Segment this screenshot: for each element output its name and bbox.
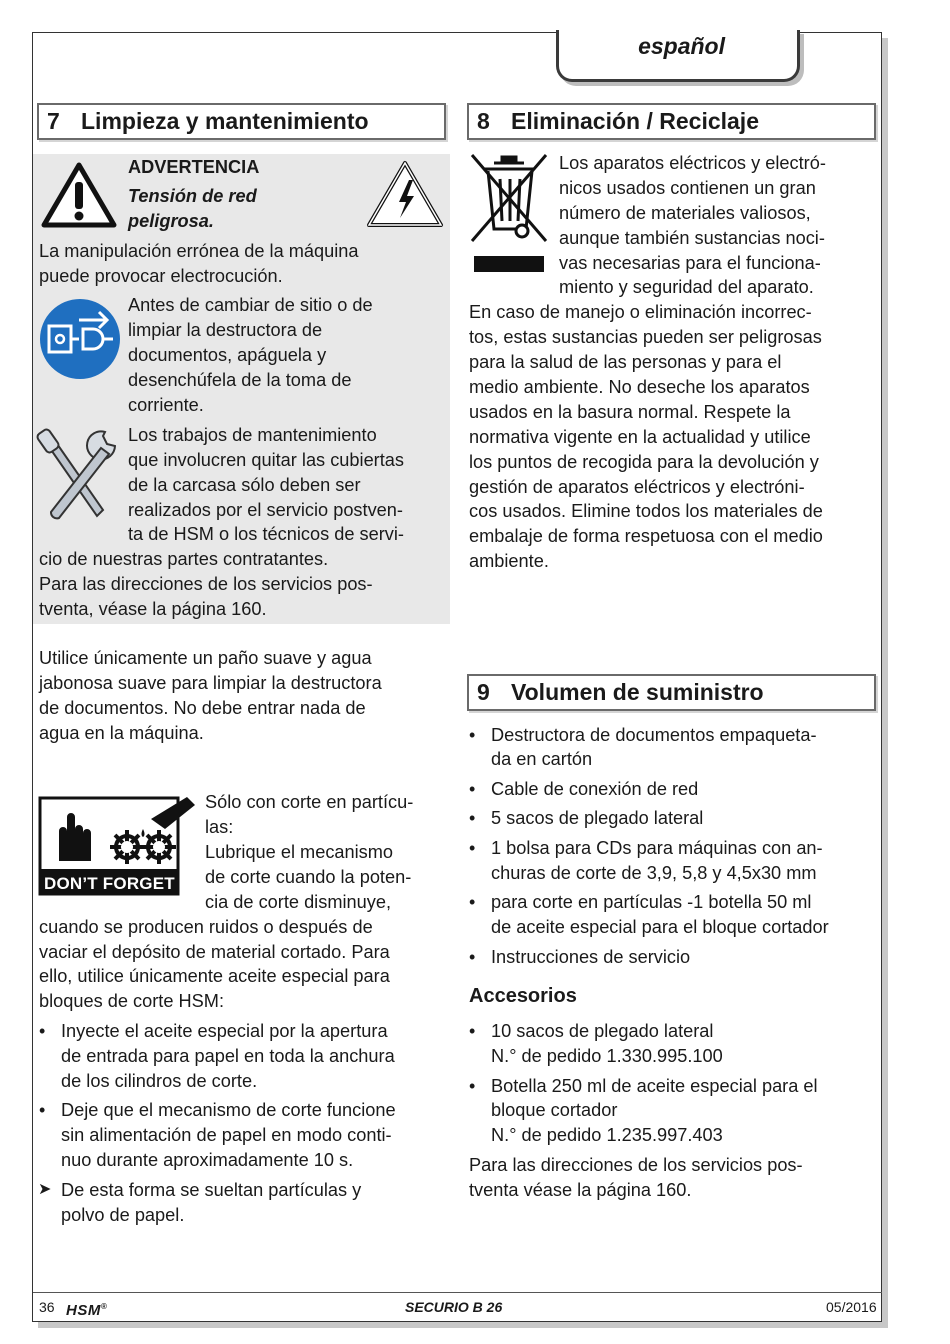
- oil-text-line: ello, utilice únicamente aceite especial para: [39, 966, 390, 986]
- warning-subtitle-2: peligrosa.: [128, 211, 214, 231]
- supply-bullet: •: [469, 779, 476, 799]
- section-8-number: 8: [477, 108, 490, 134]
- warning-label: ADVERTENCIA: [128, 157, 260, 177]
- oil-text-line: cuando se producen ruidos o después de: [39, 917, 373, 937]
- result-arrow: ➤: [38, 1181, 52, 1198]
- disposal-text-line: embalaje de forma respetuosa con el medio: [469, 526, 823, 546]
- disposal-text-line: miento y seguridad del aparato.: [559, 277, 814, 297]
- cleaning-text-line: jabonosa suave para limpiar la destructora: [39, 673, 382, 693]
- disposal-text-line: los puntos de recogida para la devolución y: [469, 452, 819, 472]
- supply-item-line: da en cartón: [491, 749, 593, 769]
- step-text-line: Deje que el mecanismo de corte funcione: [61, 1100, 396, 1120]
- service-text-line: Para las direcciones de los servicios pos-: [469, 1155, 803, 1175]
- section-7-title: Limpieza y mantenimiento: [81, 108, 369, 134]
- supply-item-line: Destructora de documentos empaqueta-: [491, 725, 817, 745]
- unplug-text-line: limpiar la destructora de: [128, 320, 323, 340]
- accessory-bullet: •: [469, 1021, 476, 1041]
- step-bullet: •: [39, 1100, 46, 1120]
- footer-rule: [33, 1292, 882, 1293]
- disposal-text-line: medio ambiente. No deseche los aparatos: [469, 377, 810, 397]
- hsm-logo-text: HSM: [66, 1302, 101, 1319]
- disposal-text-line: número de materiales valiosos,: [559, 203, 811, 223]
- supply-bullet: •: [469, 808, 476, 828]
- unplug-text-line: Antes de cambiar de sitio o de: [128, 295, 373, 315]
- step-text-line: sin alimentación de papel en modo conti-: [61, 1125, 392, 1145]
- supply-item-line: 5 sacos de plegado lateral: [491, 808, 704, 828]
- supply-item-line: para corte en partículas -1 botella 50 ml: [491, 892, 812, 912]
- step-bullet: •: [39, 1021, 46, 1041]
- disposal-text-line: usados en la basura normal. Respete la: [469, 402, 791, 422]
- crossed-bin-icon: [468, 153, 550, 275]
- disposal-text-line: cos usados. Elimine todos los materiales de: [469, 501, 823, 521]
- maintenance-text-line: Para las direcciones de los servicios pos-: [39, 574, 373, 594]
- accessories-heading: Accesorios: [469, 985, 577, 1007]
- step-text-line: de entrada para papel en toda la anchura: [61, 1046, 395, 1066]
- oil-text-line: las:: [205, 817, 234, 837]
- registered-mark: ®: [100, 1302, 108, 1311]
- supply-item-line: Cable de conexión de red: [491, 779, 699, 799]
- oil-text-line: vaciar el depósito de material cortado. Para: [39, 942, 390, 962]
- oil-text-line: de corte cuando la poten-: [205, 867, 412, 887]
- disposal-text-line: gestión de aparatos eléctricos y electróni-: [469, 477, 805, 497]
- oil-text-line: bloques de corte HSM:: [39, 991, 225, 1011]
- unplug-text-line: documentos, apáguela y: [128, 345, 327, 365]
- unplug-text-line: desenchúfela de la toma de: [128, 370, 352, 390]
- section-7-heading: [37, 103, 446, 140]
- accessory-bullet: •: [469, 1076, 476, 1096]
- maintenance-text-line: de la carcasa sólo deben ser: [128, 475, 361, 495]
- supply-item-line: 1 bolsa para CDs para máquinas con an-: [491, 838, 823, 858]
- maintenance-text-line: que involucren quitar las cubiertas: [128, 450, 405, 470]
- disposal-text-line: normativa vigente en la actualidad y utilice: [469, 427, 811, 447]
- maintenance-text-line: cio de nuestras partes contratantes.: [39, 549, 329, 569]
- cleaning-text-line: de documentos. No debe entrar nada de: [39, 698, 366, 718]
- step-text-line: nuo durante aproximadamente 10 s.: [61, 1150, 354, 1170]
- maintenance-text-line: tventa, véase la página 160.: [39, 599, 267, 619]
- disposal-text-line: En caso de manejo o eliminación incorrec-: [469, 302, 812, 322]
- unplug-text-line: corriente.: [128, 395, 204, 415]
- maintenance-text-line: ta de HSM o los técnicos de servi-: [128, 524, 404, 544]
- section-8-title: Eliminación / Reciclaje: [511, 108, 759, 134]
- section-9-title: Volumen de suministro: [511, 679, 764, 705]
- unplug-mandatory-icon: [39, 298, 121, 380]
- step-text-line: Inyecte el aceite especial por la apertura: [61, 1021, 388, 1041]
- supply-item-line: Instrucciones de servicio: [491, 947, 691, 967]
- disposal-text-line: Los aparatos eléctricos y electró-: [559, 153, 826, 173]
- oil-text-line: cia de corte disminuye,: [205, 892, 392, 912]
- service-text-line: tventa véase la página 160.: [469, 1180, 692, 1200]
- tools-icon: [39, 426, 121, 522]
- cleaning-text-line: Utilice únicamente un paño suave y agua: [39, 648, 372, 668]
- language-tab: [556, 30, 800, 82]
- disposal-text-line: aunque también sustancias noci-: [559, 228, 825, 248]
- oil-text-line: Lubrique el mecanismo: [205, 842, 394, 862]
- step-text-line: de los cilindros de corte.: [61, 1071, 258, 1091]
- step-text-line: polvo de papel.: [61, 1205, 185, 1225]
- accessory-line: bloque cortador: [491, 1100, 618, 1120]
- accessory-line: N.° de pedido 1.235.997.403: [491, 1125, 723, 1145]
- hsm-logo: [66, 1299, 107, 1319]
- section-9-heading: [467, 674, 876, 711]
- disposal-text-line: tos, estas sustancias pueden ser peligrosas: [469, 327, 822, 347]
- oil-text-line: Sólo con corte en partícu-: [205, 792, 414, 812]
- supply-item-line: de aceite especial para el bloque cortador: [491, 917, 829, 937]
- warning-triangle-icon: [41, 162, 117, 228]
- supply-bullet: •: [469, 838, 476, 858]
- disposal-text-line: nicos usados contienen un gran: [559, 178, 816, 198]
- cleaning-text-line: agua en la máquina.: [39, 723, 204, 743]
- print-date: 05/2016: [826, 1299, 877, 1315]
- section-9-number: 9: [477, 679, 490, 705]
- section-8-heading: [467, 103, 876, 140]
- accessory-line: 10 sacos de plegado lateral: [491, 1021, 714, 1041]
- maintenance-text-line: realizados por el servicio postven-: [128, 500, 403, 520]
- dont-forget-label: DON’T FORGET: [44, 874, 175, 893]
- supply-bullet: •: [469, 725, 476, 745]
- supply-bullet: •: [469, 947, 476, 967]
- warning-text-line: puede provocar electrocución.: [39, 266, 283, 286]
- supply-bullet: •: [469, 892, 476, 912]
- accessory-line: Botella 250 ml de aceite especial para el: [491, 1076, 818, 1096]
- language-label: español: [638, 33, 725, 59]
- page-number: 36: [39, 1299, 55, 1315]
- disposal-text-line: vas necesarias para el funciona-: [559, 253, 821, 273]
- supply-item-line: churas de corte de 3,9, 5,8 y 4,5x30 mm: [491, 863, 817, 883]
- warning-subtitle-1: Tensión de red: [128, 186, 257, 206]
- high-voltage-icon: [366, 160, 444, 228]
- maintenance-text-line: Los trabajos de mantenimiento: [128, 425, 377, 445]
- disposal-text-line: ambiente.: [469, 551, 549, 571]
- warning-text-line: La manipulación errónea de la máquina: [39, 241, 359, 261]
- model-name: SECURIO B 26: [405, 1299, 503, 1315]
- step-text-line: De esta forma se sueltan partículas y: [61, 1180, 362, 1200]
- accessory-line: N.° de pedido 1.330.995.100: [491, 1046, 723, 1066]
- section-7-number: 7: [47, 108, 60, 134]
- disposal-text-line: para la salud de las personas y para el: [469, 352, 782, 372]
